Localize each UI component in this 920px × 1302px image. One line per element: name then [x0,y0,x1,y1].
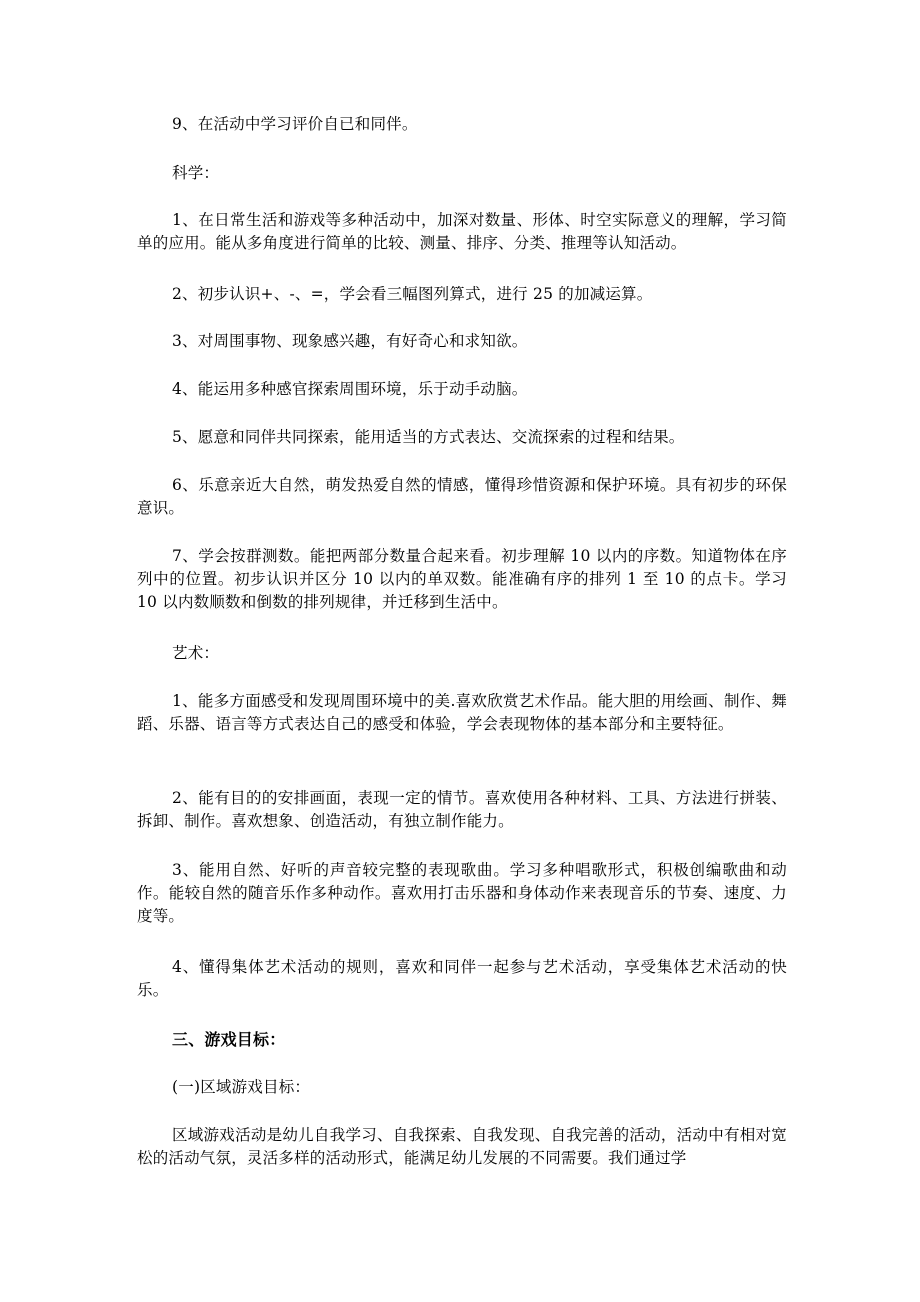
section-art-heading: 艺术： [172,644,220,662]
science-item-4: 4、能运用多种感官探索周围环境，乐于动手动脑。 [172,380,528,398]
section-science-heading: 科学： [172,164,220,182]
area-game-description: 区域游戏活动是幼儿自我学习、自我探索、自我发现、自我完善的活动，活动中有相对宽松的活动气氛，灵活多样的活动形式，能满足幼儿发展的不同需要。我们通过学 [137,1126,787,1167]
science-item-6: 6、乐意亲近大自然，萌发热爱自然的情感，懂得珍惜资源和保护环境。具有初步的环保意识。 [137,476,787,517]
art-item-1: 1、能多方面感受和发现周围环境中的美.喜欢欣赏艺术作品。能大胆的用绘画、制作、舞蹈、乐器、语言等方式表达自己的感受和体验，学会表现物体的基本部分和主要特征。 [137,692,787,733]
item-9-self-evaluation: 9、在活动中学习评价自已和同伴。 [172,115,418,133]
subsection-area-game-goals: (一)区域游戏目标： [172,1078,311,1096]
science-item-7: 7、学会按群测数。能把两部分数量合起来看。初步理解 10 以内的序数。知道物体在序列中的位置。初步认识并区分 10 以内的单双数。能准确有序的排列 1 至 10 的点卡。学习 10 以内数顺数和倒数的排列规律，并迁移到生活中。 [137,547,787,611]
science-item-2: 2、初步认识+、-、=，学会看三幅图列算式，进行 25 的加减运算。 [172,285,653,303]
science-item-3: 3、对周围事物、现象感兴趣，有好奇心和求知欲。 [172,332,528,350]
science-item-5: 5、愿意和同伴共同探索，能用适当的方式表达、交流探索的过程和结果。 [172,428,685,446]
science-item-1: 1、在日常生活和游戏等多种活动中，加深对数量、形体、时空实际意义的理解，学习简单的应用。能从多角度进行简单的比较、测量、排序、分类、推理等认知活动。 [137,211,787,252]
art-item-3: 3、能用自然、好听的声音较完整的表现歌曲。学习多种唱歌形式，积极创编歌曲和动作。能较自然的随音乐作多种动作。喜欢用打击乐器和身体动作来表现音乐的节奏、速度、力度等。 [137,861,787,925]
section-game-goals-heading: 三、游戏目标： [172,1030,286,1049]
art-item-4: 4、懂得集体艺术活动的规则，喜欢和同伴一起参与艺术活动，享受集体艺术活动的快乐。 [137,958,787,999]
art-item-2: 2、能有目的的安排画面，表现一定的情节。喜欢使用各种材料、工具、方法进行拼装、拆卸、制作。喜欢想象、创造活动，有独立制作能力。 [137,789,787,830]
